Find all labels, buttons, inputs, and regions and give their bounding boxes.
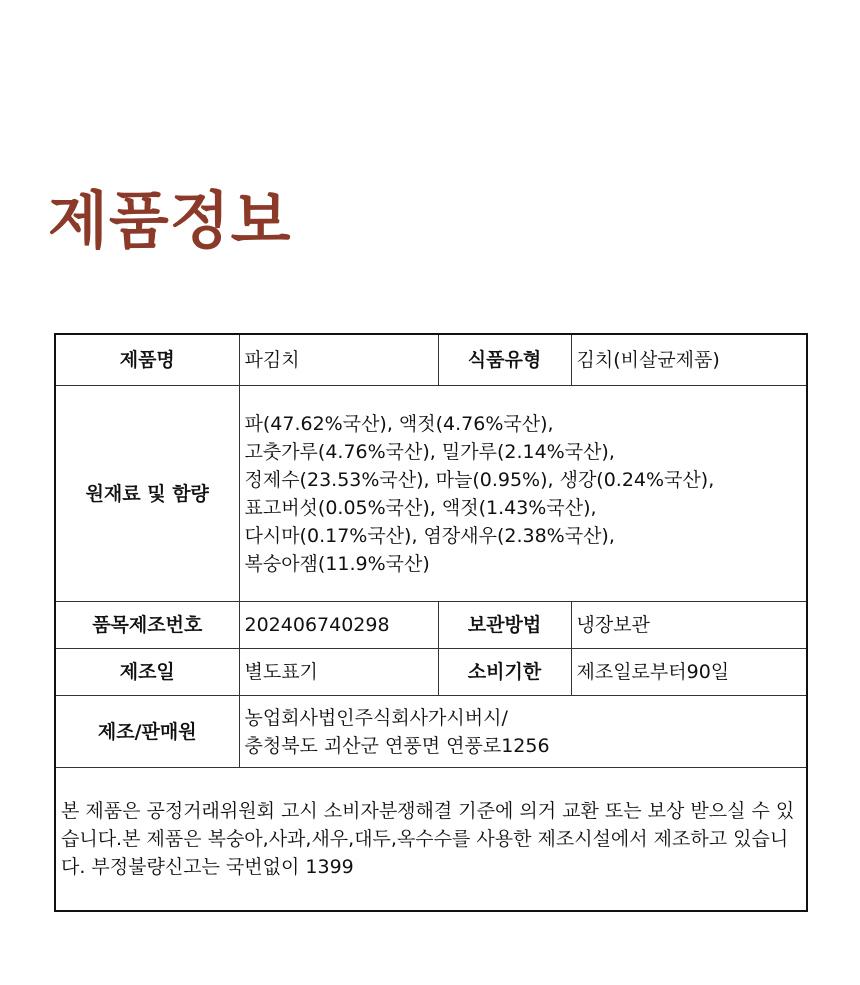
consumer-notice: 본 제품은 공정거래위원회 고시 소비자분쟁해결 기준에 의거 교환 또는 보상 받으실 수 있습니다.본 제품은 복숭아,사과,새우,대두,옥수수를 사용한 제조시설에서 제조하고 있습니다. 부정불량신고는 국번없이 1399 bbox=[55, 768, 807, 912]
table-row bbox=[55, 696, 807, 768]
food-type-value: 김치(비살균제품) bbox=[571, 334, 807, 386]
ingredient-line: 고춧가루(4.76%국산), 밀가루(2.14%국산), bbox=[244, 440, 615, 463]
manufacturer-address: 충청북도 괴산군 연풍면 연풍로1256 bbox=[244, 734, 550, 757]
ingredient-line: 다시마(0.17%국산), 염장새우(2.38%국산), bbox=[244, 524, 615, 547]
ingredient-line: 복숭아잼(11.9%국산) bbox=[244, 552, 430, 575]
product-name-label: 제품명 bbox=[55, 334, 239, 386]
storage-value: 냉장보관 bbox=[571, 602, 807, 649]
product-name-value: 파김치 bbox=[239, 334, 438, 386]
table-row bbox=[55, 602, 807, 649]
table-row bbox=[55, 649, 807, 696]
manufacture-date-label: 제조일 bbox=[55, 649, 239, 696]
expiry-label: 소비기한 bbox=[438, 649, 571, 696]
ingredients-value bbox=[239, 386, 807, 602]
ingredient-line: 정제수(23.53%국산), 마늘(0.95%), 생강(0.24%국산), bbox=[244, 468, 715, 491]
storage-label: 보관방법 bbox=[438, 602, 571, 649]
table-row bbox=[55, 334, 807, 386]
food-type-label: 식품유형 bbox=[438, 334, 571, 386]
manufacturer-name: 농업회사법인주식회사가시버시/ bbox=[244, 706, 508, 729]
manufacturer-label: 제조/판매원 bbox=[55, 696, 239, 768]
manufacture-date-value: 별도표기 bbox=[239, 649, 438, 696]
ingredient-line: 표고버섯(0.05%국산), 액젓(1.43%국산), bbox=[244, 496, 597, 519]
report-number-label: 품목제조번호 bbox=[55, 602, 239, 649]
table-row bbox=[55, 386, 807, 602]
expiry-value: 제조일로부터90일 bbox=[571, 649, 807, 696]
product-info-table bbox=[54, 333, 808, 912]
page-title: 제품정보 bbox=[48, 184, 292, 257]
manufacturer-value bbox=[239, 696, 807, 768]
ingredient-line: 파(47.62%국산), 액젓(4.76%국산), bbox=[244, 412, 554, 435]
ingredients-label: 원재료 및 함량 bbox=[55, 386, 239, 602]
report-number-value: 202406740298 bbox=[239, 602, 438, 649]
table-row bbox=[55, 768, 807, 912]
